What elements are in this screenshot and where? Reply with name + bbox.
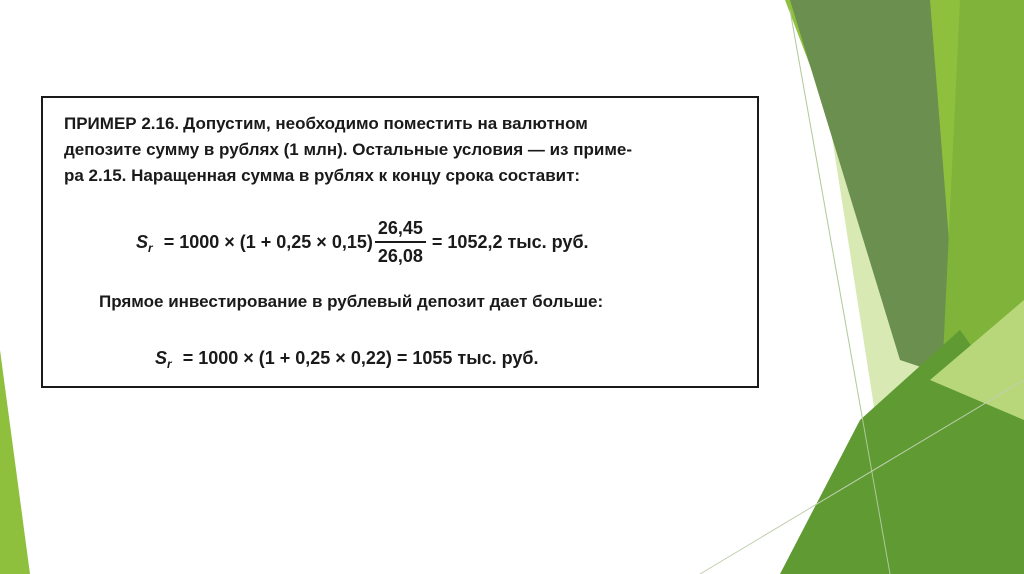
intro-line-2: депозите сумму в рублях (1 млн). Остальные условия — из приме- (64, 140, 633, 159)
fraction-denominator: 26,08 (377, 246, 423, 266)
formula-1-expression: = 1000 × (1 + 0,25 × 0,15) (158, 231, 373, 252)
formula-1-result: = 1052,2 тыс. руб. (431, 231, 589, 252)
formula-2-subscript: r (167, 357, 172, 371)
intro-line-3: ра 2.15. Наращенная сумма в рублях к концу срока составит: (64, 166, 581, 185)
example-label: ПРИМЕР 2.16. (64, 114, 180, 133)
intro-line-1 (64, 111, 744, 137)
formula-2-symbol: S (155, 347, 168, 368)
formula-1 (136, 214, 589, 270)
formula-2-expression: = 1000 × (1 + 0,25 × 0,22) = 1055 тыс. руб. (177, 347, 539, 368)
formula-2 (155, 343, 539, 373)
formula-1-subscript: r (148, 241, 153, 255)
left-edge-green-shape (0, 350, 30, 574)
fraction-numerator: 26,45 (375, 216, 426, 243)
example-box (41, 96, 759, 388)
intro-text-1: Допустим, необходимо поместить на валютном (183, 114, 588, 133)
conclusion-text: Прямое инвестирование в рублевый депозит дает больше: (99, 292, 604, 311)
formula-1-fraction (375, 216, 426, 268)
formula-1-symbol: S (136, 231, 149, 252)
example-intro (64, 111, 744, 189)
